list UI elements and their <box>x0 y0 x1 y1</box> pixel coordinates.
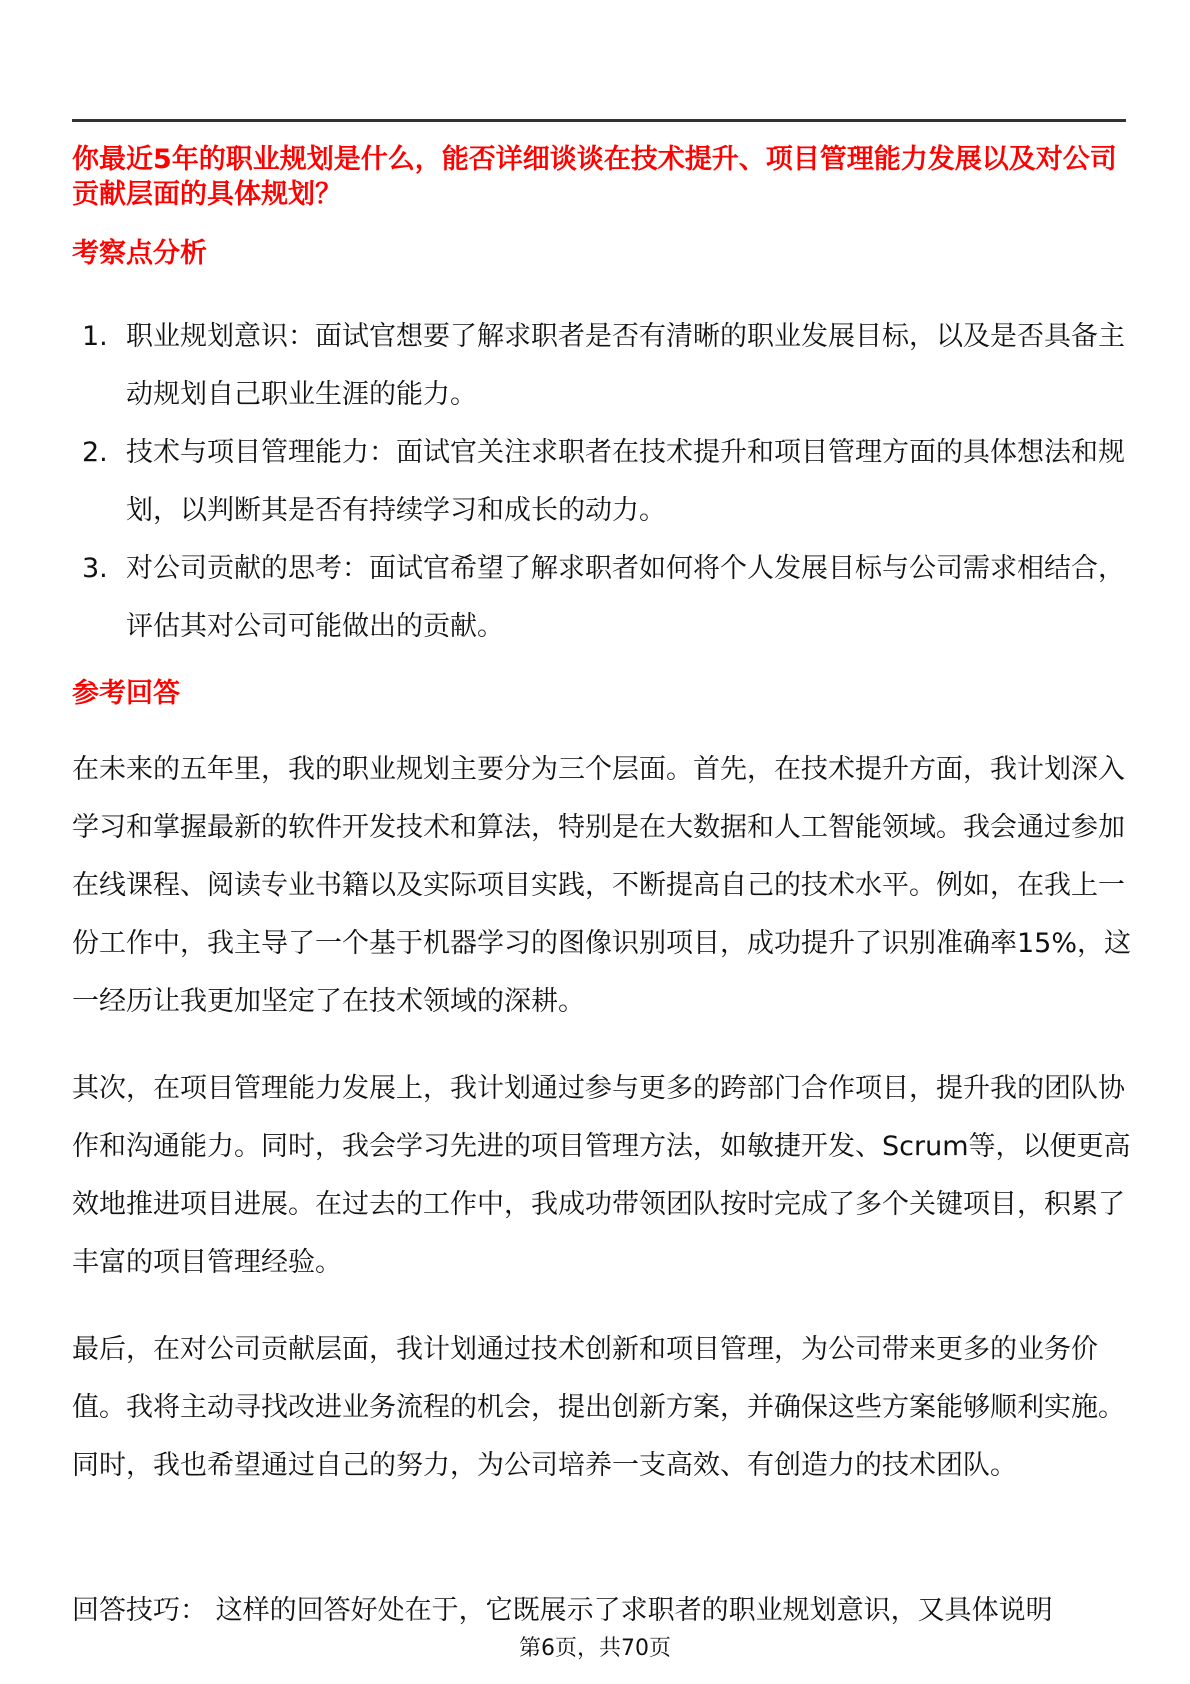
analysis-heading: 考察点分析 <box>72 238 207 269</box>
list-item <box>82 308 1132 424</box>
item-number: 1. <box>82 321 108 352</box>
page-number: 第6页，共70页 <box>519 1636 671 1661</box>
item-number: 2. <box>82 437 108 468</box>
analysis-list <box>82 308 1132 656</box>
list-item <box>82 424 1132 540</box>
answer-tip: 回答技巧： 这样的回答好处在于，它既展示了求职者的职业规划意识，又具体说明 <box>72 1595 1053 1626</box>
answer-paragraph: 其次，在项目管理能力发展上，我计划通过参与更多的跨部门合作项目，提升我的团队协作和沟通能力。同时，我会学习先进的项目管理方法，如敏捷开发、Scrum等，以便更高效地推进项目进展。在过去的工作中，我成功带领团队按时完成了多个关键项目，积累了丰富的项目管理经验。 <box>72 1073 1131 1278</box>
item-text: 技术与项目管理能力：面试官关注求职者在技术提升和项目管理方面的具体想法和规划，以判断其是否有持续学习和成长的动力。 <box>126 437 1125 526</box>
question-title: 你最近5年的职业规划是什么，能否详细谈谈在技术提升、项目管理能力发展以及对公司贡献层面的具体规划？ <box>72 144 1117 210</box>
item-number: 3. <box>82 553 108 584</box>
answer-heading: 参考回答 <box>72 678 180 709</box>
answer-paragraph: 最后，在对公司贡献层面，我计划通过技术创新和项目管理，为公司带来更多的业务价值。我将主动寻找改进业务流程的机会，提出创新方案，并确保这些方案能够顺利实施。同时，我也希望通过自己的努力，为公司培养一支高效、有创造力的技术团队。 <box>72 1334 1125 1481</box>
list-item <box>82 540 1132 656</box>
header-divider <box>72 119 1126 122</box>
answer-paragraph: 在未来的五年里，我的职业规划主要分为三个层面。首先，在技术提升方面，我计划深入学习和掌握最新的软件开发技术和算法，特别是在大数据和人工智能领域。我会通过参加在线课程、阅读专业书籍以及实际项目实践，不断提高自己的技术水平。例如，在我上一份工作中，我主导了一个基于机器学习的图像识别项目，成功提升了识别准确率15%，这一经历让我更加坚定了在技术领域的深耕。 <box>72 754 1132 1017</box>
item-text: 对公司贡献的思考：面试官希望了解求职者如何将个人发展目标与公司需求相结合，评估其对公司可能做出的贡献。 <box>126 553 1125 642</box>
item-text: 职业规划意识：面试官想要了解求职者是否有清晰的职业发展目标，以及是否具备主动规划自己职业生涯的能力。 <box>126 321 1125 410</box>
